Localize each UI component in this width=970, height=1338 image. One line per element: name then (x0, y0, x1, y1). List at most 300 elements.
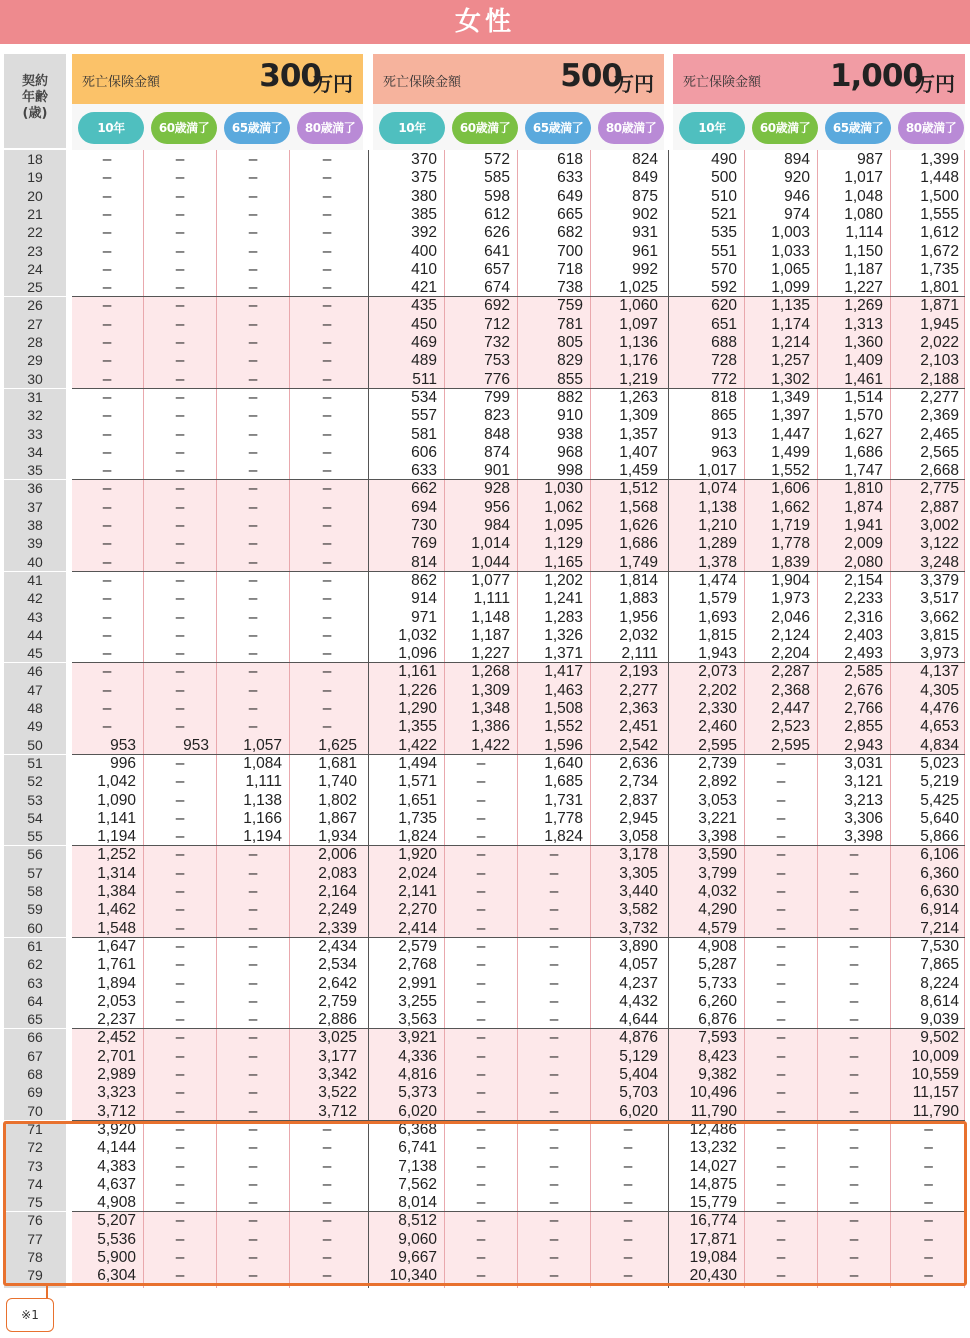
table-cell: 1,761 (97, 956, 136, 974)
table-cell: – (175, 535, 185, 553)
table-cell: – (248, 1157, 258, 1175)
table-cell: – (849, 1047, 859, 1065)
table-cell: 2,009 (844, 535, 883, 553)
table-cell: – (322, 315, 332, 333)
table-cell: 606 (411, 443, 437, 461)
table-cell: – (248, 498, 258, 516)
table-cell: 4,579 (698, 919, 737, 937)
table-cell: 1,801 (920, 279, 959, 297)
table-cell: – (776, 828, 786, 846)
age-label: 79 (27, 1267, 43, 1284)
table-cell: 9,039 (920, 1011, 959, 1029)
table-cell: – (322, 608, 332, 626)
table-cell: 901 (484, 462, 510, 480)
table-cell: 712 (484, 315, 510, 333)
table-cell: 1,651 (398, 791, 437, 809)
table-cell: 1,138 (698, 498, 737, 516)
table-cell: 657 (484, 260, 510, 278)
table-cell: 1,735 (920, 260, 959, 278)
table-cell: – (849, 846, 859, 864)
table-cell: – (476, 754, 486, 772)
table-cell: 2,022 (920, 334, 959, 351)
table-cell: 772 (711, 370, 737, 388)
table-cell: 1,357 (619, 425, 658, 443)
table-cell: – (175, 553, 185, 571)
age-group-divider (4, 1028, 66, 1029)
table-cell: 500 (711, 169, 737, 187)
table-cell: – (248, 956, 258, 974)
table-cell: 2,369 (920, 407, 959, 425)
term-pill: 60歳満了 (151, 112, 217, 144)
table-cell: – (849, 919, 859, 937)
table-cell: – (248, 334, 258, 351)
table-cell: – (175, 1194, 185, 1212)
table-cell: – (849, 1194, 859, 1212)
table-cell: 3,306 (844, 809, 883, 827)
table-cell: 2,734 (619, 773, 658, 791)
table-cell: 1,802 (318, 791, 357, 809)
table-cell: 2,249 (318, 901, 357, 919)
table-cell: – (776, 974, 786, 992)
age-label: 25 (27, 279, 43, 296)
table-cell: 2,701 (97, 1047, 136, 1065)
table-cell: – (248, 352, 258, 370)
table-cell: – (248, 608, 258, 626)
age-label: 23 (27, 242, 43, 259)
table-cell: 805 (557, 334, 583, 351)
table-cell: 700 (557, 242, 583, 260)
table-cell: – (248, 718, 258, 736)
table-cell: 2,943 (844, 736, 883, 754)
age-label: 64 (27, 992, 43, 1009)
table-cell: 1,839 (771, 553, 810, 571)
table-cell: 3,920 (97, 1120, 136, 1138)
table-cell: 10,559 (911, 1066, 959, 1083)
table-cell: 2,032 (619, 626, 658, 644)
table-cell: 4,305 (920, 681, 959, 699)
table-cell: 3,178 (619, 846, 658, 864)
table-cell: – (322, 681, 332, 699)
band-unit: 万円 (915, 72, 955, 96)
table-cell: – (175, 846, 185, 864)
table-cell: 1,397 (771, 407, 810, 425)
table-cell: 1,693 (698, 608, 737, 626)
table-cell: – (175, 1011, 185, 1029)
table-cell: – (175, 279, 185, 297)
table-cell: 1,409 (844, 352, 883, 370)
column-divider (590, 150, 591, 1288)
table-cell: 1,735 (398, 809, 437, 827)
table-cell: – (248, 407, 258, 425)
table-cell: 2,642 (318, 974, 357, 992)
age-label: 74 (27, 1175, 43, 1192)
table-cell: 818 (711, 388, 737, 406)
table-cell: 662 (411, 480, 437, 498)
table-cell: 1,747 (844, 462, 883, 480)
age-label: 63 (27, 974, 43, 991)
table-cell: – (776, 1157, 786, 1175)
table-cell: – (102, 498, 112, 516)
table-cell: – (248, 1102, 258, 1120)
table-cell: 1,032 (398, 626, 437, 644)
table-cell: – (623, 1249, 633, 1266)
table-cell: – (175, 1267, 185, 1285)
age-label: 54 (27, 809, 43, 826)
table-cell: – (476, 773, 486, 791)
table-cell: – (248, 1139, 258, 1157)
table-cell: – (623, 1175, 633, 1193)
table-cell: 585 (484, 169, 510, 187)
table-cell: – (924, 1267, 933, 1285)
table-cell: 618 (557, 151, 583, 168)
age-label: 49 (27, 718, 43, 735)
table-cell: 5,129 (619, 1047, 658, 1065)
table-cell: 814 (411, 553, 437, 571)
table-cell: 1,867 (318, 809, 357, 827)
table-cell: 9,502 (920, 1029, 959, 1047)
table-cell: 824 (632, 151, 658, 168)
page-title: 女性 (0, 0, 970, 44)
table-cell: 2,277 (619, 681, 658, 699)
table-cell: 2,775 (920, 480, 959, 498)
table-cell: 626 (484, 224, 510, 242)
table-cell: 1,202 (544, 571, 583, 589)
table-cell: 1,508 (544, 700, 583, 717)
table-cell: 5,023 (920, 754, 959, 772)
table-cell: 9,382 (698, 1066, 737, 1083)
table-cell: 2,363 (619, 700, 658, 717)
table-cell: 1,025 (619, 279, 658, 297)
table-cell: 1,500 (920, 187, 959, 205)
table-cell: – (776, 1194, 786, 1212)
table-cell: 694 (411, 498, 437, 516)
table-cell: 4,476 (920, 700, 959, 717)
table-cell: 3,058 (619, 828, 658, 846)
age-label: 77 (27, 1230, 43, 1247)
table-cell: 1,268 (471, 663, 510, 681)
table-cell: – (175, 1157, 185, 1175)
table-cell: 823 (484, 407, 510, 425)
table-cell: 1,627 (844, 425, 883, 443)
table-cell: – (322, 480, 332, 498)
table-cell: 3,398 (844, 828, 883, 846)
table-cell: – (102, 315, 112, 333)
age-label: 53 (27, 791, 43, 808)
table-cell: – (175, 718, 185, 736)
table-cell: – (322, 388, 332, 406)
table-cell: 1,378 (698, 553, 737, 571)
table-cell: 5,866 (920, 828, 959, 846)
age-label: 50 (27, 736, 43, 753)
age-group-divider (4, 571, 66, 572)
table-cell: 8,614 (920, 992, 959, 1010)
table-cell: – (322, 205, 332, 223)
table-cell: 1,514 (844, 388, 883, 406)
table-cell: – (248, 1120, 258, 1138)
highlight-frame (3, 1121, 967, 1286)
table-cell: – (175, 498, 185, 516)
table-cell: 914 (411, 590, 437, 608)
table-cell: – (776, 1084, 786, 1102)
table-cell: – (476, 919, 486, 937)
table-cell: 5,425 (920, 791, 959, 809)
term-pill: 80歳満了 (598, 112, 664, 144)
table-cell: – (248, 1175, 258, 1193)
table-cell: – (322, 700, 332, 717)
table-cell: 490 (711, 151, 737, 168)
table-cell: 2,451 (619, 718, 658, 736)
table-cell: – (776, 956, 786, 974)
table-cell: 3,921 (398, 1029, 437, 1047)
table-cell: 2,287 (771, 663, 810, 681)
table-cell: 535 (711, 224, 737, 242)
table-cell: 6,260 (698, 992, 737, 1010)
table-cell: 1,625 (318, 736, 357, 754)
table-cell: 6,368 (398, 1120, 437, 1138)
table-cell: – (175, 462, 185, 480)
table-cell: 1,326 (544, 626, 583, 644)
group-divider (72, 571, 965, 572)
table-cell: – (476, 1212, 486, 1230)
table-cell: – (248, 443, 258, 461)
table-cell: 865 (711, 407, 737, 425)
table-cell: 1,077 (471, 571, 510, 589)
table-cell: 1,241 (544, 590, 583, 608)
group-divider (72, 1028, 965, 1029)
table-cell: 4,237 (619, 974, 658, 992)
table-cell: 651 (711, 315, 737, 333)
table-cell: 1,150 (844, 242, 883, 260)
table-cell: 5,207 (97, 1212, 136, 1230)
table-cell: 1,044 (471, 553, 510, 571)
table-cell: 2,270 (398, 901, 437, 919)
table-cell: 1,422 (471, 736, 510, 754)
table-cell: – (175, 1084, 185, 1102)
band-label: 死亡保険金額 (383, 75, 462, 90)
table-cell: 598 (484, 187, 510, 205)
table-cell: – (102, 608, 112, 626)
table-cell: 8,224 (920, 974, 959, 992)
table-cell: – (175, 352, 185, 370)
table-cell: 2,053 (97, 992, 136, 1010)
age-group-divider (4, 937, 66, 938)
table-cell: 9,667 (398, 1249, 437, 1266)
table-cell: – (549, 1157, 559, 1175)
table-cell: 2,465 (920, 425, 959, 443)
table-cell: 641 (484, 242, 510, 260)
table-cell: 557 (411, 407, 437, 425)
table-cell: – (322, 260, 332, 278)
table-cell: – (248, 1267, 258, 1285)
table-cell: 946 (784, 187, 810, 205)
table-cell: 2,676 (844, 681, 883, 699)
table-cell: 2,493 (844, 645, 883, 663)
table-cell: 953 (183, 736, 209, 754)
table-cell: 2,124 (771, 626, 810, 644)
group-divider (72, 662, 965, 663)
table-cell: 4,834 (920, 736, 959, 754)
table-cell: 1,447 (771, 425, 810, 443)
table-cell: 572 (484, 151, 510, 168)
table-cell: 862 (411, 571, 437, 589)
table-cell: 688 (711, 334, 737, 351)
table-cell: – (849, 1157, 859, 1175)
table-cell: 1,302 (771, 370, 810, 388)
table-cell: 4,383 (97, 1157, 136, 1175)
table-cell: 2,330 (698, 700, 737, 717)
table-cell: – (175, 187, 185, 205)
table-cell: – (102, 352, 112, 370)
table-cell: 3,590 (698, 846, 737, 864)
table-cell: – (776, 1102, 786, 1120)
table-cell: 2,204 (771, 645, 810, 663)
table-cell: 1,778 (771, 535, 810, 553)
table-cell: 2,046 (771, 608, 810, 626)
age-group-divider (4, 662, 66, 663)
table-cell: 3,221 (698, 809, 737, 827)
term-header-group (373, 104, 664, 150)
table-cell: 2,759 (318, 992, 357, 1010)
age-label: 66 (27, 1029, 43, 1046)
table-cell: – (248, 992, 258, 1010)
table-cell: 3,122 (920, 535, 959, 553)
table-cell: 8,014 (398, 1194, 437, 1212)
table-cell: 1,136 (619, 334, 658, 351)
table-cell: 1,548 (97, 919, 136, 937)
table-cell: – (102, 260, 112, 278)
table-cell: 1,219 (619, 370, 658, 388)
table-cell: 2,233 (844, 590, 883, 608)
table-cell: – (322, 1175, 332, 1193)
group-divider (72, 754, 965, 755)
table-cell: – (549, 1230, 559, 1248)
table-cell: 1,824 (398, 828, 437, 846)
table-cell: – (849, 1120, 859, 1138)
table-cell: 1,612 (920, 224, 959, 242)
table-cell: 1,227 (844, 279, 883, 297)
table-cell: 974 (784, 205, 810, 223)
table-cell: 1,973 (771, 590, 810, 608)
table-cell: 894 (784, 151, 810, 168)
table-cell: 1,459 (619, 462, 658, 480)
table-cell: – (549, 1102, 559, 1120)
table-cell: – (849, 883, 859, 900)
table-cell: 1,030 (544, 480, 583, 498)
table-cell: 799 (484, 388, 510, 406)
age-label: 67 (27, 1047, 43, 1064)
table-cell: 2,006 (318, 846, 357, 864)
table-cell: 1,920 (398, 846, 437, 864)
table-cell: – (322, 187, 332, 205)
table-cell: – (175, 663, 185, 681)
table-cell: 421 (411, 279, 437, 297)
table-cell: 1,360 (844, 334, 883, 351)
table-cell: 1,309 (619, 407, 658, 425)
table-cell: 1,606 (771, 480, 810, 498)
table-cell: 682 (557, 224, 583, 242)
table-cell: – (102, 169, 112, 187)
table-cell: 592 (711, 279, 737, 297)
table-cell: 1,461 (844, 370, 883, 388)
table-cell: 4,876 (619, 1029, 658, 1047)
table-cell: – (776, 809, 786, 827)
group-divider (72, 388, 965, 389)
table-cell: 19,084 (689, 1249, 737, 1266)
table-cell: – (102, 370, 112, 388)
table-cell: 1,017 (844, 169, 883, 187)
table-cell: 3,002 (920, 517, 959, 534)
table-cell: – (322, 443, 332, 461)
table-cell: – (175, 992, 185, 1010)
table-cell: 3,323 (97, 1084, 136, 1102)
table-cell: – (248, 846, 258, 864)
table-cell: 1,883 (619, 590, 658, 608)
table-cell: – (175, 1102, 185, 1120)
table-cell: 1,640 (544, 754, 583, 772)
age-label: 55 (27, 828, 43, 845)
table-cell: 1,194 (97, 828, 136, 846)
table-cell: 3,248 (920, 553, 959, 571)
table-cell: – (102, 480, 112, 498)
table-cell: – (175, 809, 185, 827)
table-cell: 2,892 (698, 773, 737, 791)
table-cell: – (322, 645, 332, 663)
group-divider (72, 296, 965, 297)
term-pill: 80歳満了 (898, 112, 964, 144)
table-cell: – (322, 663, 332, 681)
age-label: 32 (27, 407, 43, 424)
table-cell: – (476, 1047, 486, 1065)
table-cell: 1,384 (97, 883, 136, 900)
table-cell: – (322, 169, 332, 187)
table-cell: 956 (484, 498, 510, 516)
table-cell: – (248, 937, 258, 955)
table-cell: 6,876 (698, 1011, 737, 1029)
table-cell: 1,778 (544, 809, 583, 827)
table-cell: – (849, 1212, 859, 1230)
table-cell: 9,060 (398, 1230, 437, 1248)
table-cell: 1,462 (97, 901, 136, 919)
table-cell: – (849, 956, 859, 974)
table-cell: 1,824 (544, 828, 583, 846)
table-cell: 1,060 (619, 297, 658, 315)
table-cell: 2,595 (698, 736, 737, 754)
table-cell: 4,908 (698, 937, 737, 955)
table-cell: – (322, 1194, 332, 1212)
term-pill: 80歳満了 (297, 112, 363, 144)
table-cell: – (175, 1120, 185, 1138)
age-column-header (4, 54, 66, 148)
table-cell: – (849, 1230, 859, 1248)
table-cell: – (849, 1084, 859, 1102)
table-cell: – (476, 1157, 486, 1175)
table-cell: – (175, 297, 185, 315)
table-cell: – (102, 388, 112, 406)
table-cell: 1,074 (698, 480, 737, 498)
table-cell: 633 (411, 462, 437, 480)
age-header-line: 契約 (21, 74, 48, 89)
term-header-group (72, 104, 363, 150)
table-cell: 400 (411, 242, 437, 260)
column-divider (444, 150, 445, 1288)
table-cell: – (248, 553, 258, 571)
band-label: 死亡保険金額 (82, 75, 161, 90)
table-cell: – (476, 956, 486, 974)
age-label: 35 (27, 462, 43, 479)
table-cell: – (102, 407, 112, 425)
table-cell: – (248, 645, 258, 663)
table-cell: 1,349 (771, 388, 810, 406)
